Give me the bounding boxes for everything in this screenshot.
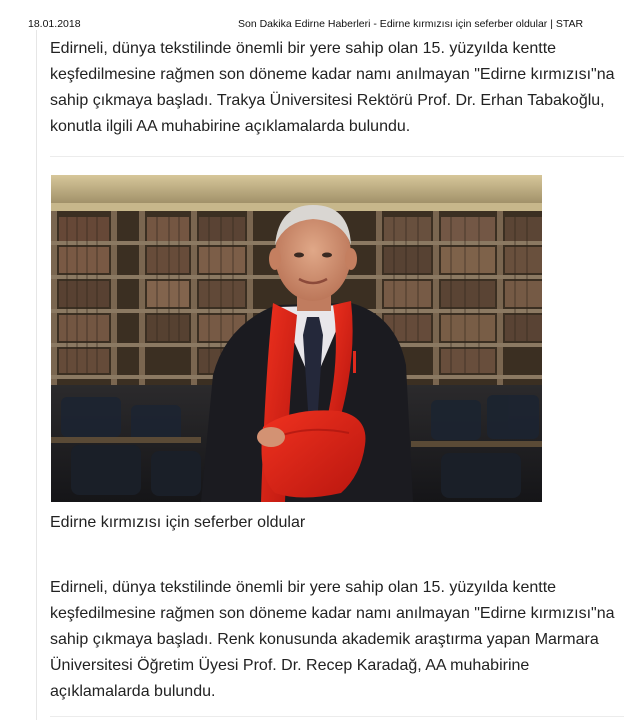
article-photo-illustration bbox=[51, 175, 542, 502]
divider bbox=[50, 716, 624, 717]
photo-caption: Edirne kırmızısı için seferber oldular bbox=[50, 514, 306, 531]
article-paragraph: Edirneli, dünya tekstilinde önemli bir yere sahip olan 15. yüzyılda kentte keşfedilmesine rağmen son döneme kadar namı anılmayan "Edirne kırmızısı"na sahip çıkmaya başladı. Renk konusunda akademik araştırma yapan Marmara Üniversitesi Öğretim Üyesi Prof. Dr. Recep Karadağ, AA muhabirine açıklamalarda bulundu. bbox=[50, 579, 615, 700]
article-photo[interactable] bbox=[51, 175, 542, 502]
print-date: 18.01.2018 bbox=[28, 18, 81, 30]
divider bbox=[50, 156, 624, 157]
print-header bbox=[0, 0, 624, 30]
print-page-title: Son Dakika Edirne Haberleri - Edirne kırmızısı için seferber oldular | STAR bbox=[238, 18, 584, 30]
article-paragraph: Edirneli, dünya tekstilinde önemli bir yere sahip olan 15. yüzyılda kentte keşfedilmesine rağmen son döneme kadar namı anılmayan "Edirne kırmızısı"na sahip çıkmaya başladı. Trakya Üniversitesi Rektörü Prof. Dr. Erhan Tabakoğlu, konutla ilgili AA muhabirine açıklamalarda bulundu. bbox=[50, 40, 615, 135]
article-body bbox=[36, 30, 624, 720]
